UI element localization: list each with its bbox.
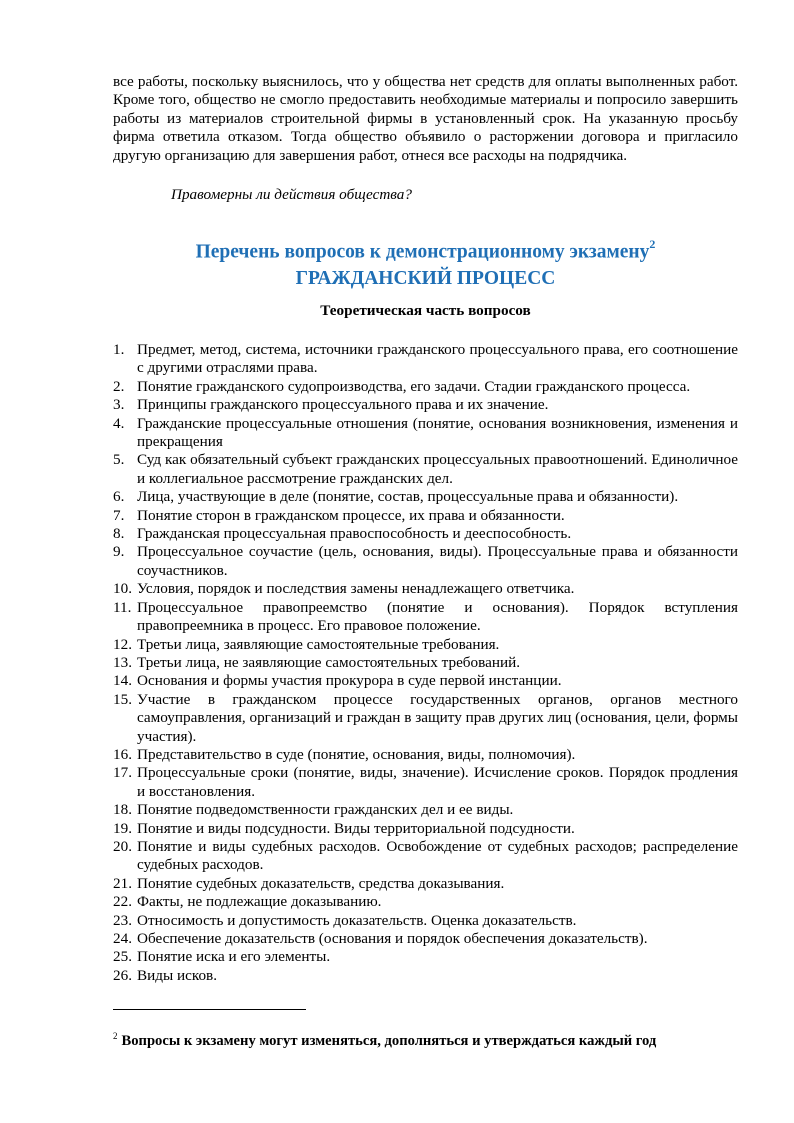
question-item: [113, 764, 738, 801]
heading-line-2: ГРАЖДАНСКИЙ ПРОЦЕСС: [295, 267, 556, 289]
question-number: 17.: [113, 764, 132, 782]
question-item: [113, 636, 738, 654]
question-text: Суд как обязательный субъект гражданских процессуальных правоотношений. Единоличное и коллегиальное рассмотрение гражданских дел.: [137, 451, 738, 487]
question-number: 21.: [113, 874, 132, 892]
question-number: 10.: [113, 580, 132, 598]
question-number: 14.: [113, 672, 132, 690]
question-number: 12.: [113, 635, 132, 653]
question-item: [113, 525, 738, 543]
question-item: [113, 967, 738, 985]
question-text: Факты, не подлежащие доказыванию.: [137, 893, 382, 911]
question-text: Третьи лица, заявляющие самостоятельные требования.: [137, 635, 500, 653]
footnote-mark: 2: [113, 1031, 118, 1041]
footnote: [113, 1027, 738, 1050]
question-item: [113, 543, 738, 580]
question-number: 19.: [113, 819, 132, 837]
question-item: [113, 820, 738, 838]
intro-paragraph: все работы, поскольку выяснилось, что у общества нет средств для оплаты выполненных работ. Кроме того, общество не смогло предоставить необходимые материалы и попросило завершить работы из материалов строительной фирмы в установленный срок. На указанную просьбу фирма ответила отказом. Тогда общество объявило о расторжении договора и пригласило другую организацию для завершения работ, отнеся все расходы на подрядчика.: [113, 73, 738, 164]
question-text: Основания и формы участия прокурора в суде первой инстанции.: [137, 672, 562, 690]
question-text: Участие в гражданском процессе государственных органов, органов местного самоуправления, организаций и граждан в защиту прав других лиц (основания, цели, формы участия).: [137, 690, 738, 745]
question-number: 8.: [113, 525, 125, 543]
question-item: [113, 912, 738, 930]
question-text: Понятие сторон в гражданском процессе, их права и обязанности.: [137, 506, 565, 524]
section-subheading: Теоретическая часть вопросов: [320, 302, 531, 319]
question-item: [113, 451, 738, 488]
questions-list: [113, 341, 738, 985]
question-text: Предмет, метод, система, источники гражданского процессуального права, его соотношение с другими отраслями права.: [137, 341, 738, 377]
question-number: 23.: [113, 911, 132, 929]
question-item: [113, 654, 738, 672]
question-item: [113, 580, 738, 598]
heading-footnote-ref: 2: [649, 237, 656, 251]
question-item: [113, 599, 738, 636]
page-heading: [113, 233, 738, 292]
question-number: 18.: [113, 801, 132, 819]
question-number: 9.: [113, 543, 125, 561]
question-text: Условия, порядок и последствия замены ненадлежащего ответчика.: [137, 580, 575, 598]
question-text: Процессуальное правопреемство (понятие и основания). Порядок вступления правопреемника в процесс. Его правовое положение.: [137, 598, 738, 635]
question-item: [113, 378, 738, 396]
question-number: 3.: [113, 396, 125, 414]
question-item: [113, 801, 738, 819]
question-number: 24.: [113, 930, 132, 947]
question-number: 11.: [113, 598, 132, 616]
question-text: Понятие и виды подсудности. Виды территориальной подсудности.: [137, 819, 575, 837]
question-item: [113, 691, 738, 746]
footnote-text: Вопросы к экзамену могут изменяться, дополняться и утверждаться каждый год: [121, 1032, 657, 1049]
question-text: Представительство в суде (понятие, основания, виды, полномочия).: [137, 745, 576, 763]
question-text: Понятие иска и его элементы.: [137, 948, 331, 966]
question-number: 25.: [113, 948, 132, 966]
question-text: Процессуальное соучастие (цель, основания, виды). Процессуальные права и обязанности соучастников.: [137, 543, 738, 579]
question-item: [113, 930, 738, 948]
question-text: Обеспечение доказательств (основания и порядок обеспечения доказательств).: [137, 930, 648, 947]
question-number: 20.: [113, 837, 132, 855]
question-item: [113, 488, 738, 506]
question-item: [113, 746, 738, 764]
question-number: 13.: [113, 653, 132, 671]
question-item: [113, 672, 738, 690]
question-text: Принципы гражданского процессуального права и их значение.: [137, 396, 549, 414]
footnote-divider: [113, 1009, 306, 1010]
question-text: Гражданская процессуальная правоспособность и дееспособность.: [137, 525, 572, 543]
question-item: [113, 838, 738, 875]
question-number: 6.: [113, 488, 125, 506]
question-number: 7.: [113, 506, 125, 524]
question-text: Понятие и виды судебных расходов. Освобождение от судебных расходов; распределение судебных расходов.: [137, 837, 738, 874]
question-text: Понятие гражданского судопроизводства, его задачи. Стадии гражданского процесса.: [137, 377, 691, 395]
case-question: Правомерны ли действия общества?: [171, 186, 412, 203]
question-item: [113, 415, 738, 452]
question-number: 2.: [113, 377, 125, 395]
question-number: 1.: [113, 341, 125, 358]
question-number: 26.: [113, 966, 132, 984]
question-text: Гражданские процессуальные отношения (понятие, основания возникновения, изменения и прекращения: [137, 414, 738, 451]
question-number: 5.: [113, 451, 125, 469]
question-item: [113, 948, 738, 966]
question-item: [113, 396, 738, 414]
question-text: Понятие подведомственности гражданских дел и ее виды.: [137, 801, 514, 819]
heading-line-1: Перечень вопросов к демонстрационному экзамену: [195, 241, 650, 263]
question-item: [113, 507, 738, 525]
question-number: 15.: [113, 690, 132, 708]
question-item: [113, 893, 738, 911]
question-text: Лица, участвующие в деле (понятие, состав, процессуальные права и обязанности).: [137, 488, 679, 506]
question-text: Третьи лица, не заявляющие самостоятельных требований.: [137, 653, 521, 671]
question-text: Понятие судебных доказательств, средства доказывания.: [137, 874, 505, 892]
question-item: [113, 341, 738, 378]
question-item: [113, 875, 738, 893]
question-number: 22.: [113, 893, 132, 911]
question-number: 16.: [113, 745, 132, 763]
question-text: Относимость и допустимость доказательств. Оценка доказательств.: [137, 911, 577, 929]
question-number: 4.: [113, 414, 125, 432]
question-text: Процессуальные сроки (понятие, виды, значение). Исчисление сроков. Порядок продления и восстановления.: [137, 764, 738, 800]
question-text: Виды исков.: [137, 966, 218, 984]
